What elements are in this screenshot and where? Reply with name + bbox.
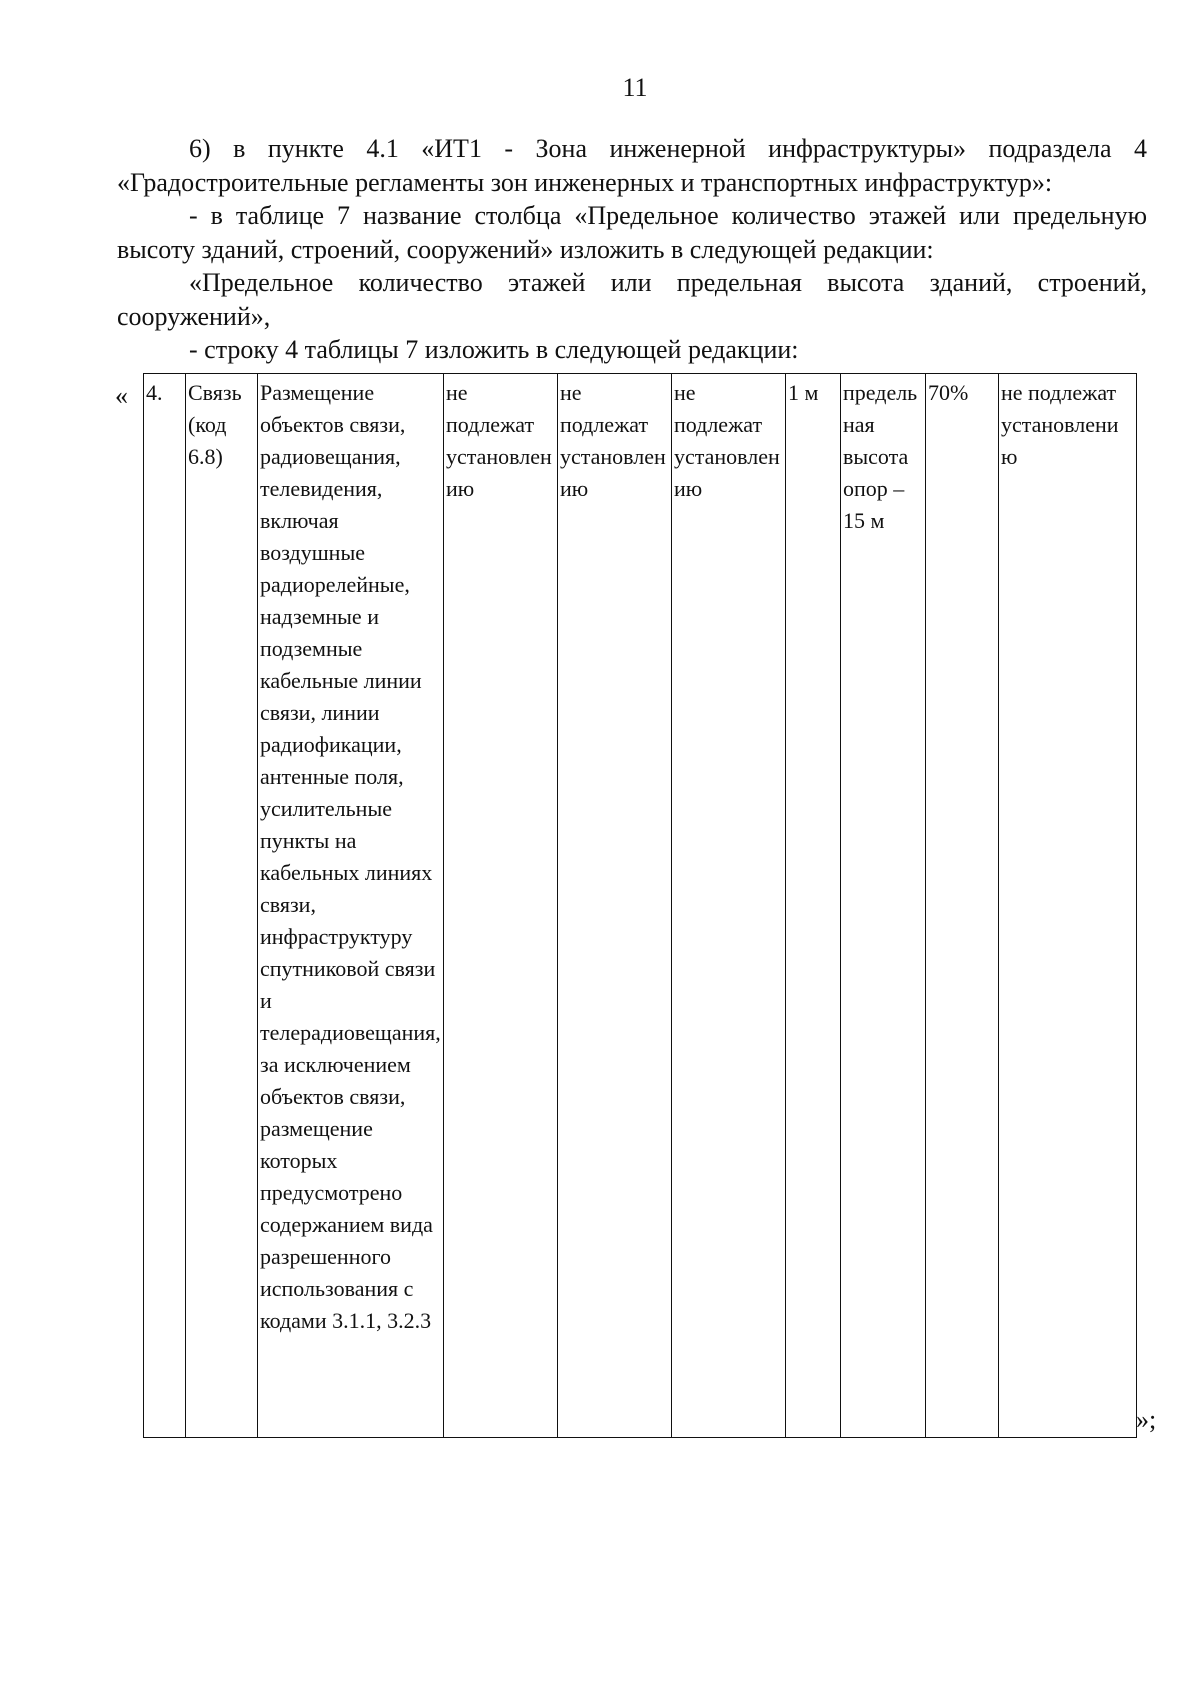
cell-max-height: предельная высота опор – 15 м bbox=[841, 374, 926, 1438]
cell-param-last: не подлежат установлению bbox=[999, 374, 1137, 1438]
amendment-paragraph-2: - в таблице 7 название столбца «Предельное количество этажей или предельную высоту зданий, строений, сооружений» изложить в следующей редакции: bbox=[117, 201, 1147, 264]
cell-row-number: 4. bbox=[144, 374, 186, 1438]
page-number: 11 bbox=[622, 73, 648, 102]
cell-param-2: не подлежат установлению bbox=[558, 374, 672, 1438]
cell-param-3: не подлежат установлению bbox=[672, 374, 786, 1438]
amendment-paragraph-3: «Предельное количество этажей или предельная высота зданий, строений, сооружений», bbox=[117, 268, 1147, 331]
cell-use-type: Связь (код 6.8) bbox=[186, 374, 258, 1438]
amendment-paragraph-4: - строку 4 таблицы 7 изложить в следующей редакции: bbox=[189, 335, 799, 364]
document-body bbox=[117, 132, 1147, 367]
cell-use-description: Размещение объектов связи, радиовещания, телевидения, включая воздушные радиорелейные, надземные и подземные кабельные линии связи, линии радиофикации, антенные поля, усилительные пункты на кабельных линиях связи, инфраструктуру спутниковой связи и телерадиовещания, за исключением объектов связи, размещение которых предусмотрено содержанием вида разрешенного использования с кодами 3.1.1, 3.2.3 bbox=[258, 374, 444, 1438]
cell-coverage: 70% bbox=[926, 374, 999, 1438]
amendment-paragraph-1: 6) в пункте 4.1 «ИТ1 - Зона инженерной инфраструктуры» подраздела 4 «Градостроительные регламенты зон инженерных и транспортных инфраструктур»: bbox=[117, 134, 1147, 197]
table-closing-quote: »; bbox=[1136, 1405, 1157, 1434]
table-opening-quote: « bbox=[115, 381, 128, 410]
cell-setback: 1 м bbox=[786, 374, 841, 1438]
amendment-table bbox=[143, 373, 1137, 1438]
cell-param-1: не подлежат установлению bbox=[444, 374, 558, 1438]
table-row bbox=[144, 374, 1137, 1438]
